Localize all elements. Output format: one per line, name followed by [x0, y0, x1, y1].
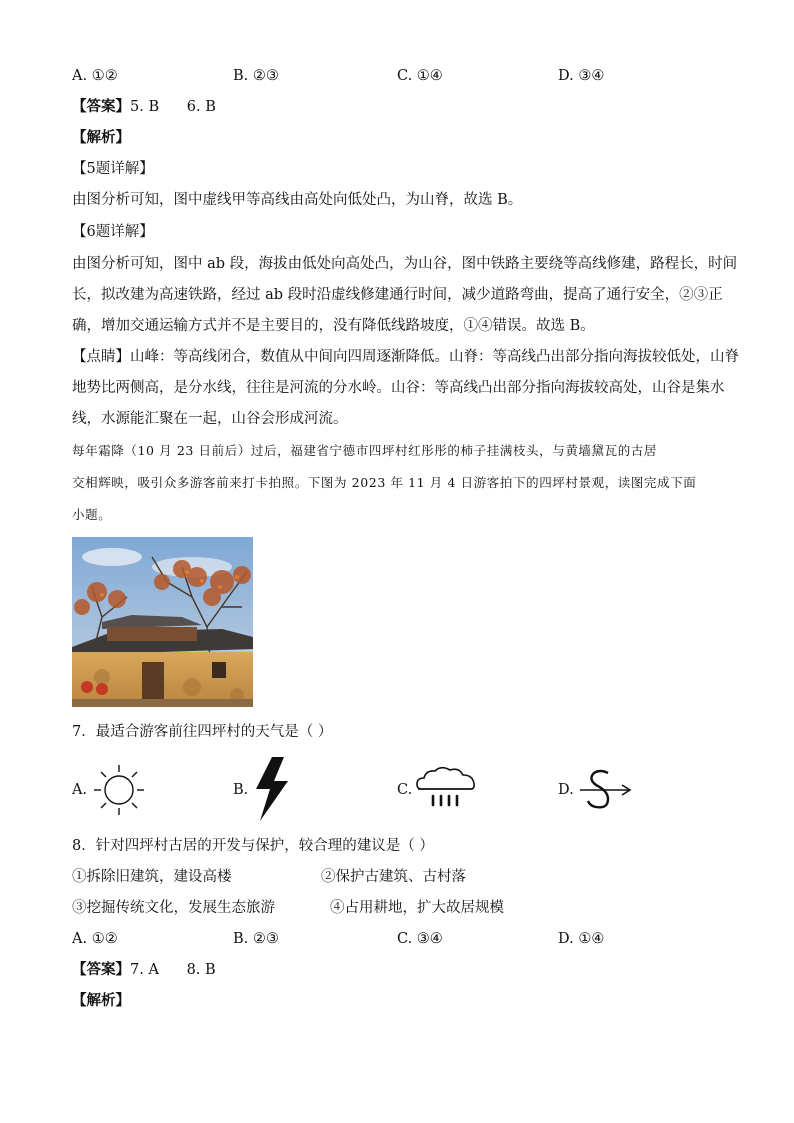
sun-icon — [92, 763, 146, 821]
q8-option-a: A. ①② — [72, 931, 118, 947]
q6-detail-line: 确，增加交通运输方式并不是主要目的，没有降低线路坡度，①④错误。故选 B。 — [72, 318, 595, 334]
q6-detail-line: 由图分析可知，图中 ab 段，海拔由低处向高处凸，为山谷，图中铁路主要绕等高线修建，路程长，时间 — [72, 256, 738, 272]
q7-option-c-label: C. — [397, 782, 413, 798]
q7-option-d-label: D. — [558, 782, 574, 798]
analysis-label: 【解析】 — [72, 129, 130, 146]
q8-item-2: ②保护古建筑、古村落 — [321, 869, 466, 885]
q6-detail-title: 【6题详解】 — [72, 224, 154, 240]
answer-text-2: 7. A 8. B — [130, 962, 216, 978]
q8-item-3: ③挖掘传统文化，发展生态旅游 — [72, 900, 275, 916]
q5-detail-title: 【5题详解】 — [72, 161, 154, 177]
option-c: C. ①④ — [397, 68, 443, 84]
option-a: A. ①② — [72, 68, 118, 84]
q8-stem: 8．针对四坪村古居的开发与保护，较合理的建议是（ ） — [72, 838, 434, 854]
q6-detail-line: 长，拟改建为高速铁路，经过 ab 段时沿虚线修建通行时间，减少道路弯曲，提高了通行安全，②③正 — [72, 287, 723, 303]
rain-cloud-icon — [415, 765, 477, 815]
answer-text: 5. B 6. B — [130, 99, 216, 115]
answer-label: 【答案】 — [72, 98, 130, 115]
option-d: D. ③④ — [558, 68, 605, 84]
sand-wind-icon — [578, 767, 634, 817]
analysis-label-2: 【解析】 — [72, 992, 130, 1009]
q7-option-b-label: B. — [233, 782, 249, 798]
passage-line: 每年霜降（10 月 23 日前后）过后，福建省宁德市四坪村红彤彤的柿子挂满枝头，与黄墙黛瓦的古居 — [72, 443, 658, 458]
q7-stem: 7．最适合游客前往四坪村的天气是（ ） — [72, 724, 333, 740]
q8-item-1: ①拆除旧建筑，建设高楼 — [72, 869, 232, 885]
passage-line: 交相辉映，吸引众多游客前来打卡拍照。下图为 2023 年 11 月 4 日游客拍下的四坪村景观，读图完成下面 — [72, 475, 697, 490]
q7-option-a-label: A. — [72, 782, 88, 798]
tip-line: 【点睛】山峰：等高线闭合，数值从中间向四周逐渐降低。山脊：等高线凸出部分指向海拔较低处，山脊 — [72, 349, 739, 365]
q5-detail-text: 由图分析可知，图中虚线甲等高线由高处向低处凸，为山脊，故选 B。 — [72, 192, 523, 208]
answer-line — [72, 97, 216, 117]
q8-item-4: ④占用耕地，扩大故居规模 — [330, 900, 504, 916]
village-photo — [72, 537, 253, 707]
tip-line: 地势比两侧高，是分水线，往往是河流的分水岭。山谷：等高线凸出部分指向海拔较高处，山谷是集水 — [72, 380, 725, 396]
q8-option-b: B. ②③ — [233, 931, 279, 947]
q8-option-d: D. ①④ — [558, 931, 605, 947]
tip-line: 线，水源能汇聚在一起，山谷会形成河流。 — [72, 411, 348, 427]
option-b: B. ②③ — [233, 68, 279, 84]
passage-line: 小题。 — [72, 507, 112, 522]
answer-label-2: 【答案】 — [72, 961, 130, 978]
q8-option-c: C. ③④ — [397, 931, 443, 947]
answer-line-2 — [72, 960, 216, 980]
lightning-icon — [250, 757, 292, 825]
